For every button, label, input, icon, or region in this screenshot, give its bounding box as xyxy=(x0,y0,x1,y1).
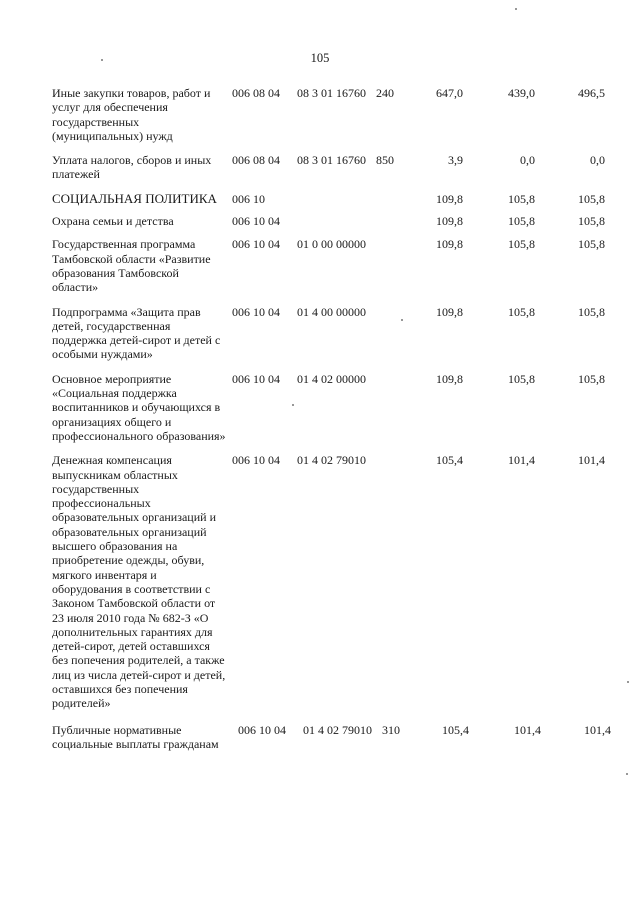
table-row xyxy=(0,153,640,182)
row-target-article: 01 4 00 00000 xyxy=(297,304,366,319)
row-expense-type: 850 xyxy=(376,153,394,168)
row-value-3: 496,5 xyxy=(578,86,605,100)
table-row xyxy=(0,453,640,710)
row-value-2: 101,4 xyxy=(508,453,535,468)
row-target-article: 08 3 01 16760 xyxy=(297,153,366,168)
table-row xyxy=(0,192,640,206)
row-name: Государственная программа Тамбовской области «Развитие образования Тамбовской области» xyxy=(52,237,211,295)
table-row xyxy=(0,305,640,362)
page-number: 105 xyxy=(310,51,330,65)
row-value-2: 0,0 xyxy=(520,153,535,168)
row-value-1: 109,8 xyxy=(436,304,463,319)
table-row xyxy=(0,237,640,294)
row-value-1: 109,8 xyxy=(436,237,463,252)
row-value-2: 105,8 xyxy=(508,214,535,229)
row-name: Подпрограмма «Защита прав детей, государственная поддержка детей-сирот и детей с особыми нуждами» xyxy=(52,304,221,362)
row-value-3: 0,0 xyxy=(590,153,605,168)
row-value-1: 109,8 xyxy=(436,214,463,229)
row-value-1: 109,8 xyxy=(436,371,463,386)
row-value-1: 3,9 xyxy=(448,153,463,168)
row-expense-type: 310 xyxy=(382,722,400,737)
row-value-2: 439,0 xyxy=(508,86,535,100)
row-code: 006 10 04 xyxy=(232,453,280,468)
row-target-article: 01 0 00 00000 xyxy=(297,237,366,252)
row-code: 006 10 04 xyxy=(232,371,280,386)
scan-speck xyxy=(626,773,628,775)
row-name: Иные закупки товаров, работ и услуг для обеспечения государственных (муниципальных) нужд xyxy=(52,86,211,143)
row-code: 006 08 04 xyxy=(232,86,280,100)
row-name: Охрана семьи и детства xyxy=(52,214,174,229)
row-target-article: 01 4 02 79010 xyxy=(297,453,366,468)
row-target-article: 01 4 02 79010 xyxy=(303,722,372,737)
row-value-2: 101,4 xyxy=(514,722,541,737)
row-code: 006 10 04 xyxy=(232,214,280,229)
row-name: Уплата налогов, сборов и иных платежей xyxy=(52,153,212,182)
row-value-3: 105,8 xyxy=(578,371,605,386)
row-code: 006 10 04 xyxy=(232,237,280,252)
row-value-1: 647,0 xyxy=(436,86,463,100)
row-name: Публичные нормативные социальные выплаты гражданам xyxy=(52,722,219,751)
row-value-3: 105,8 xyxy=(578,237,605,252)
scan-speck xyxy=(627,681,629,683)
row-name: Основное мероприятие «Социальная поддержка воспитанников и обучающихся в организациях общего и профессионального образования» xyxy=(52,371,226,443)
row-value-2: 105,8 xyxy=(508,304,535,319)
row-code: 006 10 04 xyxy=(232,304,280,319)
scan-speck xyxy=(515,8,517,10)
scan-speck xyxy=(401,319,403,321)
row-value-3: 105,8 xyxy=(578,191,605,206)
row-value-3: 101,4 xyxy=(584,722,611,737)
row-target-article: 01 4 02 00000 xyxy=(297,371,366,386)
scan-speck xyxy=(292,404,294,406)
row-value-2: 105,8 xyxy=(508,371,535,386)
row-code: 006 10 xyxy=(232,191,265,206)
row-value-3: 105,8 xyxy=(578,214,605,229)
table-row xyxy=(0,214,640,228)
scan-speck xyxy=(101,59,103,61)
table-row xyxy=(0,86,640,143)
row-name: Денежная компенсация выпускникам областных государственных профессиональных образовательных организаций и образовательных организаций высшего образования на приобретение одежды, обуви, мягкого инвентаря и оборудования в соответствии с Законом Тамбовской области от 23 июля 2010 года № 682-З «О дополнительных гарантиях для детей-сирот, детей оставшихся без попечения родителей, а также лиц из числа детей-сирот и детей, оставшихся без попечения родителей» xyxy=(52,453,226,711)
budget-table xyxy=(0,86,640,751)
row-target-article: 08 3 01 16760 xyxy=(297,86,366,100)
row-name: СОЦИАЛЬНАЯ ПОЛИТИКА xyxy=(52,190,217,206)
row-value-1: 105,4 xyxy=(442,722,469,737)
row-value-3: 105,8 xyxy=(578,304,605,319)
row-code: 006 08 04 xyxy=(232,153,280,168)
row-value-3: 101,4 xyxy=(578,453,605,468)
row-code: 006 10 04 xyxy=(238,722,286,737)
row-value-1: 109,8 xyxy=(436,191,463,206)
row-value-2: 105,8 xyxy=(508,237,535,252)
table-row xyxy=(0,372,640,443)
row-expense-type: 240 xyxy=(376,86,394,100)
row-value-1: 105,4 xyxy=(436,453,463,468)
row-value-2: 105,8 xyxy=(508,191,535,206)
table-row xyxy=(0,723,640,752)
